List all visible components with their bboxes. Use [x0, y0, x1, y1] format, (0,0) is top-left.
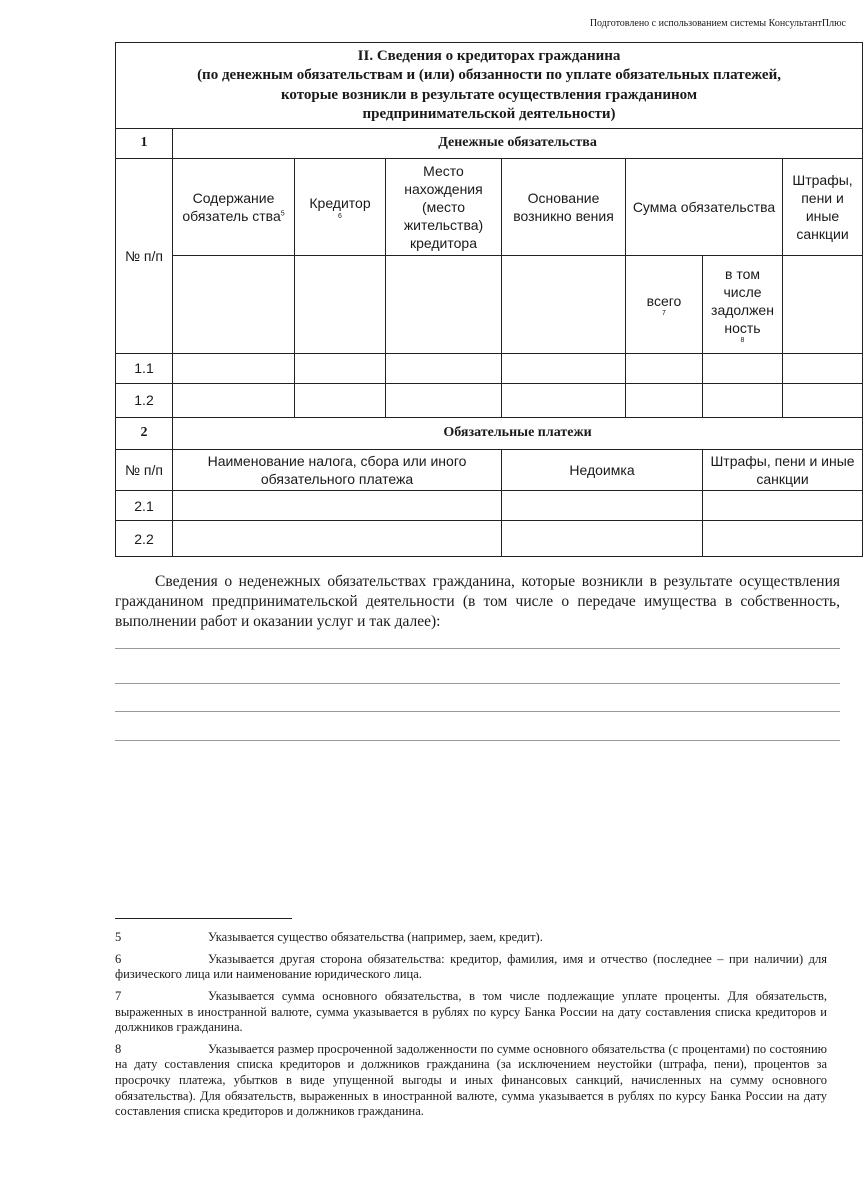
row-number: 1.1	[116, 354, 173, 384]
col-header-fines: Штрафы, пени и иные санкции	[783, 159, 863, 256]
table-cell[interactable]	[173, 384, 295, 418]
table-cell[interactable]	[783, 384, 863, 418]
row-number: 2.1	[116, 491, 173, 521]
empty-cell	[386, 256, 502, 354]
table-cell[interactable]	[173, 521, 502, 557]
empty-cell	[783, 256, 863, 354]
col-header-creditor: Кредитор 6	[295, 159, 386, 256]
col-header-fines: Штрафы, пени и иные санкции	[703, 450, 863, 491]
table-cell[interactable]	[626, 384, 703, 418]
footnote: 6 Указывается другая сторона обязательства: кредитор, фамилия, имя и отчество (последнее – при наличии) для физического лица или наименование юридического лица.	[115, 951, 827, 982]
table-cell[interactable]	[173, 354, 295, 384]
footnotes	[115, 930, 827, 1126]
monetary-section-number: 1	[116, 129, 173, 159]
mandatory-section-number: 2	[116, 418, 173, 450]
sub-header-total: всего 7	[626, 256, 703, 354]
table-cell[interactable]	[502, 384, 626, 418]
table-cell[interactable]	[386, 354, 502, 384]
footnote-ref-5: 5	[280, 210, 285, 218]
fill-line[interactable]	[115, 740, 840, 741]
table-cell[interactable]	[783, 354, 863, 384]
table-cell[interactable]	[703, 521, 863, 557]
table-cell[interactable]	[703, 491, 863, 521]
footnote-ref-7: 7	[662, 310, 666, 318]
footnote: 5 Указывается существо обязательства (например, заем, кредит).	[115, 930, 543, 944]
sub-header-debt: в том числе задолжен ность 8	[703, 256, 783, 354]
fill-line[interactable]	[115, 683, 840, 684]
header-note: Подготовлено с использованием системы КонсультантПлюс	[589, 18, 846, 29]
col-header-basis: Основание возникно вения	[502, 159, 626, 256]
table-cell[interactable]	[502, 354, 626, 384]
section-title: II. Сведения о кредиторах гражданина (по денежным обязательствам и (или) обязанности по уплате обязательных платежей, которые возникли в результате осуществления гражданином предпринимательской деятельности)	[116, 43, 863, 129]
table-cell[interactable]	[626, 354, 703, 384]
col-header-num: № п/п	[116, 450, 173, 491]
col-header-content: Содержание обязатель ства$^5$	[173, 159, 295, 256]
col-header-num: № п/п	[116, 159, 173, 354]
footnote-ref-8: 8	[740, 337, 745, 345]
fill-line[interactable]	[115, 711, 840, 712]
empty-cell	[295, 256, 386, 354]
creditors-table	[115, 42, 863, 557]
row-number: 2.2	[116, 521, 173, 557]
nonmonetary-paragraph: Сведения о неденежных обязательствах гражданина, которые возникли в результате осуществления гражданином предпринимательской деятельности (в том числе о передаче имущества в собственность, выполнении работ и оказании услуг и так далее):	[115, 573, 840, 631]
table-cell[interactable]	[173, 491, 502, 521]
mandatory-section-title: Обязательные платежи	[173, 418, 863, 450]
row-number: 1.2	[116, 384, 173, 418]
footnote: 7 Указывается сумма основного обязательства, в том числе подлежащие уплате проценты. Для обязательств, выраженных в иностранной валюте, сумма указывается в рублях по курсу Банка России на дату составления списка кредиторов и должников гражданина.	[115, 988, 827, 1035]
monetary-section-title: Денежные обязательства	[173, 129, 863, 159]
col-header-payment-name: Наименование налога, сбора или иного обязательного платежа	[173, 450, 502, 491]
empty-cell	[502, 256, 626, 354]
col-header-arrears: Недоимка	[502, 450, 703, 491]
fill-line[interactable]	[115, 648, 840, 649]
footnote-ref-6: 6	[338, 212, 342, 220]
col-header-sum: Сумма обязательства	[626, 159, 783, 256]
empty-cell	[173, 256, 295, 354]
footnote: 8 Указывается размер просроченной задолженности по сумме основного обязательства (с процентами) по состоянию на дату составления списка кредиторов и должников гражданина (за исключением неустойки (штрафа, пени), процентов за просрочку платежа, убытков в виде упущенной выгоды и иных финансовых санкций, начисленных на сумму основного обязательства). Для обязательств, выраженных в иностранной валюте, сумма указывается в рублях по курсу Банка России на дату составления списка кредиторов и должников гражданина.	[115, 1041, 827, 1119]
table-cell[interactable]	[502, 521, 703, 557]
table-cell[interactable]	[295, 354, 386, 384]
table-cell[interactable]	[386, 384, 502, 418]
col-header-location: Место нахождения (место жительства) кредитора	[386, 159, 502, 256]
table-cell[interactable]	[295, 384, 386, 418]
footnote-separator	[115, 918, 292, 919]
table-cell[interactable]	[703, 354, 783, 384]
table-cell[interactable]	[703, 384, 783, 418]
table-cell[interactable]	[502, 491, 703, 521]
